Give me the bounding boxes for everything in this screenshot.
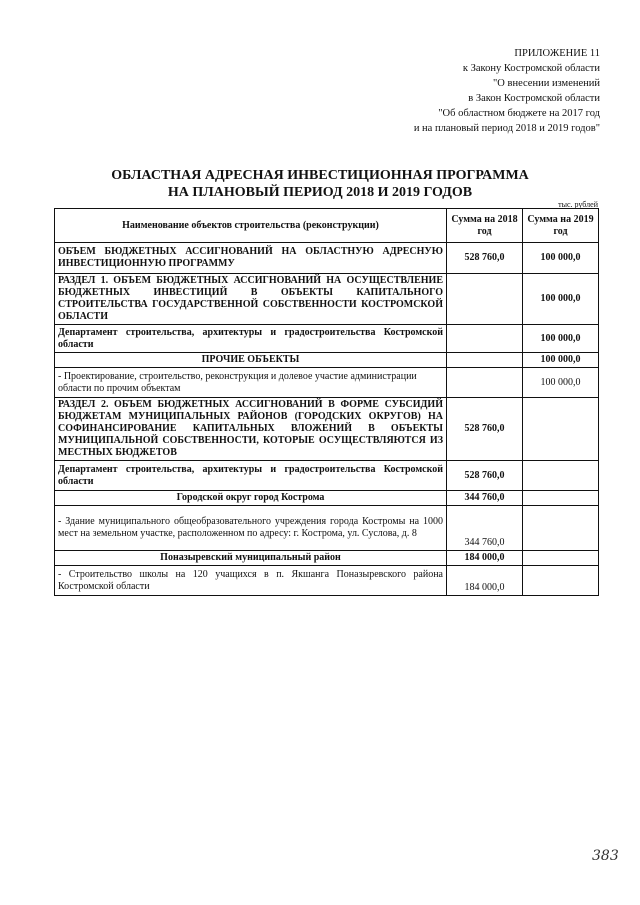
table-row xyxy=(55,325,599,353)
units-label: тыс. рублей xyxy=(558,200,598,209)
appendix-line: "О внесении изменений xyxy=(493,78,600,89)
row-2019 xyxy=(523,398,599,461)
row-name: Поназыревский муниципальный район xyxy=(55,551,447,566)
row-2018: 184 000,0 xyxy=(447,551,523,566)
table-row xyxy=(55,398,599,461)
row-name: ОБЪЕМ БЮДЖЕТНЫХ АССИГНОВАНИЙ НА ОБЛАСТНУЮ АДРЕСНУЮ ИНВЕСТИЦИОННУЮ ПРОГРАММУ xyxy=(55,243,447,274)
appendix-line: в Закон Костромской области xyxy=(468,93,600,104)
table-row xyxy=(55,551,599,566)
table-row xyxy=(55,491,599,506)
row-2019 xyxy=(523,491,599,506)
header-2018: Сумма на 2018 год xyxy=(447,209,523,243)
row-2019 xyxy=(523,551,599,566)
row-2018: 528 760,0 xyxy=(447,398,523,461)
row-2019: 100 000,0 xyxy=(523,243,599,274)
appendix-line: и на плановый период 2018 и 2019 годов" xyxy=(413,123,600,134)
row-name: Департамент строительства, архитектуры и градостроительства Костромской области xyxy=(55,325,447,353)
row-2018 xyxy=(447,325,523,353)
row-2018: 184 000,0 xyxy=(447,566,523,596)
header-name: Наименование объектов строительства (реконструкции) xyxy=(55,209,447,243)
table-row xyxy=(55,461,599,491)
table-row xyxy=(55,353,599,368)
row-name: - Здание муниципального общеобразовательного учреждения города Костромы на 1000 мест на земельном участке, расположенном по адресу: г. Кострома, ул. Суслова, д. 8 xyxy=(55,506,447,551)
row-2018: 344 760,0 xyxy=(447,506,523,551)
document-title-line2: НА ПЛАНОВЫЙ ПЕРИОД 2018 И 2019 ГОДОВ xyxy=(167,185,473,200)
row-name: Городской округ город Кострома xyxy=(55,491,447,506)
row-name: РАЗДЕЛ 2. ОБЪЕМ БЮДЖЕТНЫХ АССИГНОВАНИЙ В ФОРМЕ СУБСИДИЙ БЮДЖЕТАМ МУНИЦИПАЛЬНЫХ РАЙОНОВ (ГОРОДСКИХ ОКРУГОВ) НА СОФИНАНСИРОВАНИЕ КАПИТАЛЬНЫХ ВЛОЖЕНИЙ В ОБЪЕКТЫ МУНИЦИПАЛЬНОЙ СОБСТВЕННОСТИ, КОТОРЫЕ ОСУЩЕСТВЛЯЮТСЯ ИЗ МЕСТНЫХ БЮДЖЕТОВ xyxy=(55,398,447,461)
row-2019: 100 000,0 xyxy=(523,325,599,353)
table-row xyxy=(55,566,599,596)
table-header-row xyxy=(55,209,599,243)
row-2019: 100 000,0 xyxy=(523,274,599,325)
appendix-line: "Об областном бюджете на 2017 год xyxy=(438,108,600,119)
row-2018 xyxy=(447,353,523,368)
row-2018 xyxy=(447,274,523,325)
table-row xyxy=(55,243,599,274)
document-title-line1: ОБЛАСТНАЯ АДРЕСНАЯ ИНВЕСТИЦИОННАЯ ПРОГРАММА xyxy=(111,168,529,183)
row-2019 xyxy=(523,566,599,596)
row-name: ПРОЧИЕ ОБЪЕКТЫ xyxy=(55,353,447,368)
appendix-line: ПРИЛОЖЕНИЕ 11 xyxy=(514,48,600,59)
row-name: РАЗДЕЛ 1. ОБЪЕМ БЮДЖЕТНЫХ АССИГНОВАНИЙ НА ОСУЩЕСТВЛЕНИЕ БЮДЖЕТНЫХ ИНВЕСТИЦИЙ В ОБЪЕКТЫ КАПИТАЛЬНОГО СТРОИТЕЛЬСТВА ГОСУДАРСТВЕННОЙ СОБСТВЕННОСТИ КОСТРОМСКОЙ ОБЛАСТИ xyxy=(55,274,447,325)
row-2019 xyxy=(523,506,599,551)
table-row xyxy=(55,368,599,398)
page-number: 383 xyxy=(592,848,619,864)
row-2018: 528 760,0 xyxy=(447,461,523,491)
row-2018: 528 760,0 xyxy=(447,243,523,274)
program-table xyxy=(54,208,599,596)
row-name: - Проектирование, строительство, реконструкция и долевое участие администрации области по прочим объектам xyxy=(55,368,447,398)
row-name: Департамент строительства, архитектуры и градостроительства Костромской области xyxy=(55,461,447,491)
table-row xyxy=(55,506,599,551)
row-2019: 100 000,0 xyxy=(523,353,599,368)
header-2019: Сумма на 2019 год xyxy=(523,209,599,243)
row-2019: 100 000,0 xyxy=(523,368,599,398)
row-name: - Строительство школы на 120 учащихся в п. Якшанга Поназыревского района Костромской области xyxy=(55,566,447,596)
table-row xyxy=(55,274,599,325)
appendix-line: к Закону Костромской области xyxy=(462,63,600,74)
row-2019 xyxy=(523,461,599,491)
row-2018: 344 760,0 xyxy=(447,491,523,506)
row-2018 xyxy=(447,368,523,398)
appendix-header xyxy=(414,46,600,136)
